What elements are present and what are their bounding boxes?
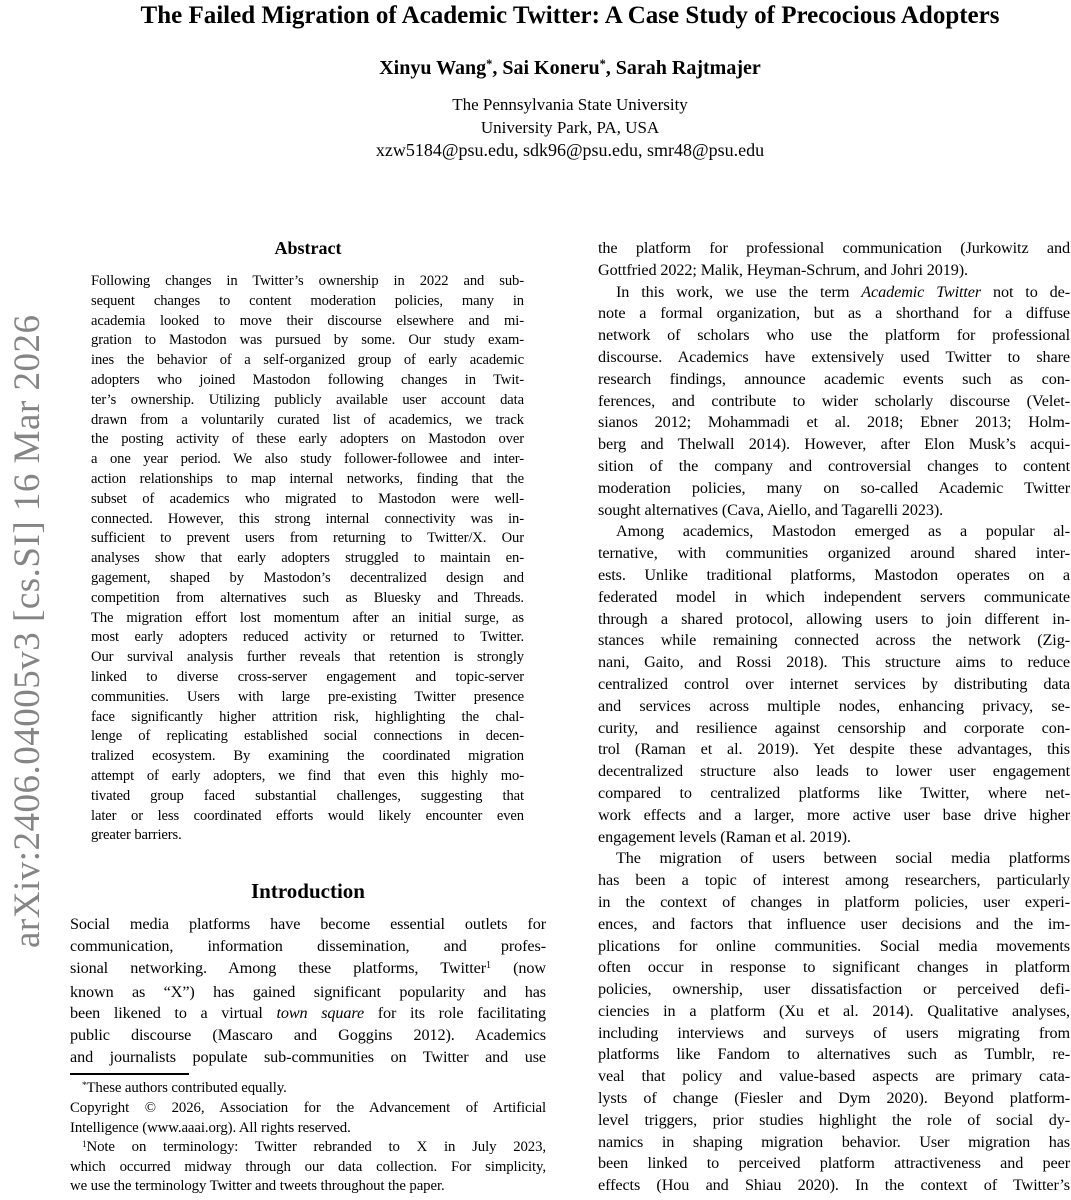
affiliation-institution: The Pennsylvania State University (452, 95, 688, 114)
left-column (70, 238, 546, 1069)
introduction-paragraph: Social media platforms have become essential outlets for communication, information dissemination, and profes- sional networking. Among these platforms, Twitter$^1$ (now known as “X”) has gained significant popularity and has been likened to a virtual town square for its role facilitating public discourse (Mascaro and Goggins 2012). Academics and journalists populate sub-communities on Twitter and use (70, 915, 547, 1066)
footnote-equal-contribution: *These authors contributed equally. (82, 1079, 287, 1096)
introduction-heading: Introduction (251, 879, 365, 904)
authors-line: Xinyu Wang*, Sai Koneru*, Sarah Rajtmajer (379, 57, 761, 79)
right-column-paragraph-1: the platform for professional communication (Jurkowitz and Gottfried 2022; Malik, Heyman-Schrum, and Johri 2019). (598, 239, 1070, 279)
footnote-copyright: Copyright © 2026, Association for the Advancement of Artificial Intelligence (www.aaai.org). All rights reserved. (70, 1100, 546, 1136)
footnote-block (70, 1073, 546, 1197)
abstract-paragraph: Following changes in Twitter’s ownership in 2022 and sub- sequent changes to content moderation policies, many in academia looked to move their discourse elsewhere and mi- gration to Mastodon was pursued by some. Our study exam- ines the behavior of a self-organized group of early academic adopters who joined Mastodon following changes in Twit- ter’s ownership. Utilizing publicly available user account data drawn from a voluntarily curated list of academics, we track the posting activity of these early adopters on Mastodon over a one year period. We also study follower-followee and inter- action relationships to map internal networks, finding that the subset of academics who migrated to Mastodon were well- connected. However, this strong internal connectivity was in- sufficient to prevent users from returning to Twitter/X. Our analyses show that early adopters struggled to maintain en- gagement, shaped by Mastodon’s decentralized design and competition from alternatives such as Bluesky and Threads. The migration effort lost momentum after an initial surge, as most early adopters reduced activity or returned to Twitter. Our survival analysis further reveals that retention is strongly linked to diverse cross-server engagement and topic-server communities. Users with large pre-existing Twitter presence face significantly higher attrition risk, highlighting the chal- lenge of replicating established social connections in decen- tralized ecosystem. By examining the coordinated migration attempt of early adopters, we find that even this highly mo- tivated group faced substantial challenges, suggesting that later or less coordinated efforts would likely encounter even greater barriers. (91, 273, 524, 844)
abstract-heading: Abstract (274, 238, 342, 258)
affiliation-address: University Park, PA, USA (480, 118, 660, 137)
footnote-terminology: $^1$Note on terminology: Twitter rebranded to X in July 2023, which occurred midway through our data collection. For simplicity, we use the terminology Twitter and tweets throughout the paper. (70, 1138, 546, 1195)
right-column-paragraph-3: Among academics, Mastodon emerged as a popular al- ternative, with communities organized around shared inter- ests. Unlike traditional platforms, Mastodon operates on a federated model in which independent servers communicate through a shared protocol, allowing users to join different in- stances while remaining connected across the network (Zig- nani, Gaito, and Rossi 2018). This structure aims to reduce centralized control over internet services by distributing data and services across multiple nodes, enhancing privacy, se- curity, and resilience against censorship and corporate con- trol (Raman et al. 2019). Yet despite these advantages, this decentralized structure also leads to lower user engagement compared to centralized platforms like Twitter, where net- work effects and a larger, more active user base drive higher engagement levels (Raman et al. 2019). (598, 522, 1070, 846)
right-column (598, 238, 1070, 1197)
affiliation-emails: xzw5184@psu.edu, sdk96@psu.edu, smr48@psu.edu (375, 140, 765, 160)
right-column-paragraph-2: In this work, we use the term Academic Twitter not to de- note a formal organization, but as a shorthand for a diffuse network of scholars who use the platform for professional discourse. Academics have extensively used Twitter to share research findings, announce academic events such as con- ferences, and contribute to wider scholarly discourse (Velet- sianos 2012; Mohammadi et al. 2018; Ebner 2013; Holm- berg and Thelwall 2014). However, after Elon Musk’s acqui- sition of the company and controversial changes to content moderation policies, many on so-called Academic Twitter sought alternatives (Cava, Aiello, and Tagarelli 2023). (598, 282, 1070, 519)
affiliation-block (70, 93, 1070, 162)
right-column-paragraph-4: The migration of users between social media platforms has been a topic of interest among researchers, particularly in the context of changes in platform policies, user experi- ences, and factors that influence user decisions and the im- plications for online communities. Social media movements often occur in response to significant changes in platform policies, ownership, user dissatisfaction or perceived defi- ciencies in a platform (Xu et al. 2014). Qualitative analyses, including interviews and surveys of users migrating from platforms like Fandom to alternatives such as Tumblr, re- veal that policy and value-based aspects are primary cata- lysts of change (Fiesler and Dym 2020). Beyond platform- level triggers, prior studies highlight the role of social dy- namics in shaping migration behavior. User migration has been linked to perceived platform attractiveness and peer effects (Hou and Shiau 2020). In the context of Twitter’s (598, 849, 1070, 1195)
arxiv-watermark: arXiv:2406.04005v3 [cs.SI] 16 Mar 2026 (7, 314, 48, 948)
paper-header (70, 2, 1070, 162)
paper-title: The Failed Migration of Academic Twitter: A Case Study of Precocious Adopters (140, 2, 1000, 29)
footnote-rule (70, 1073, 189, 1075)
